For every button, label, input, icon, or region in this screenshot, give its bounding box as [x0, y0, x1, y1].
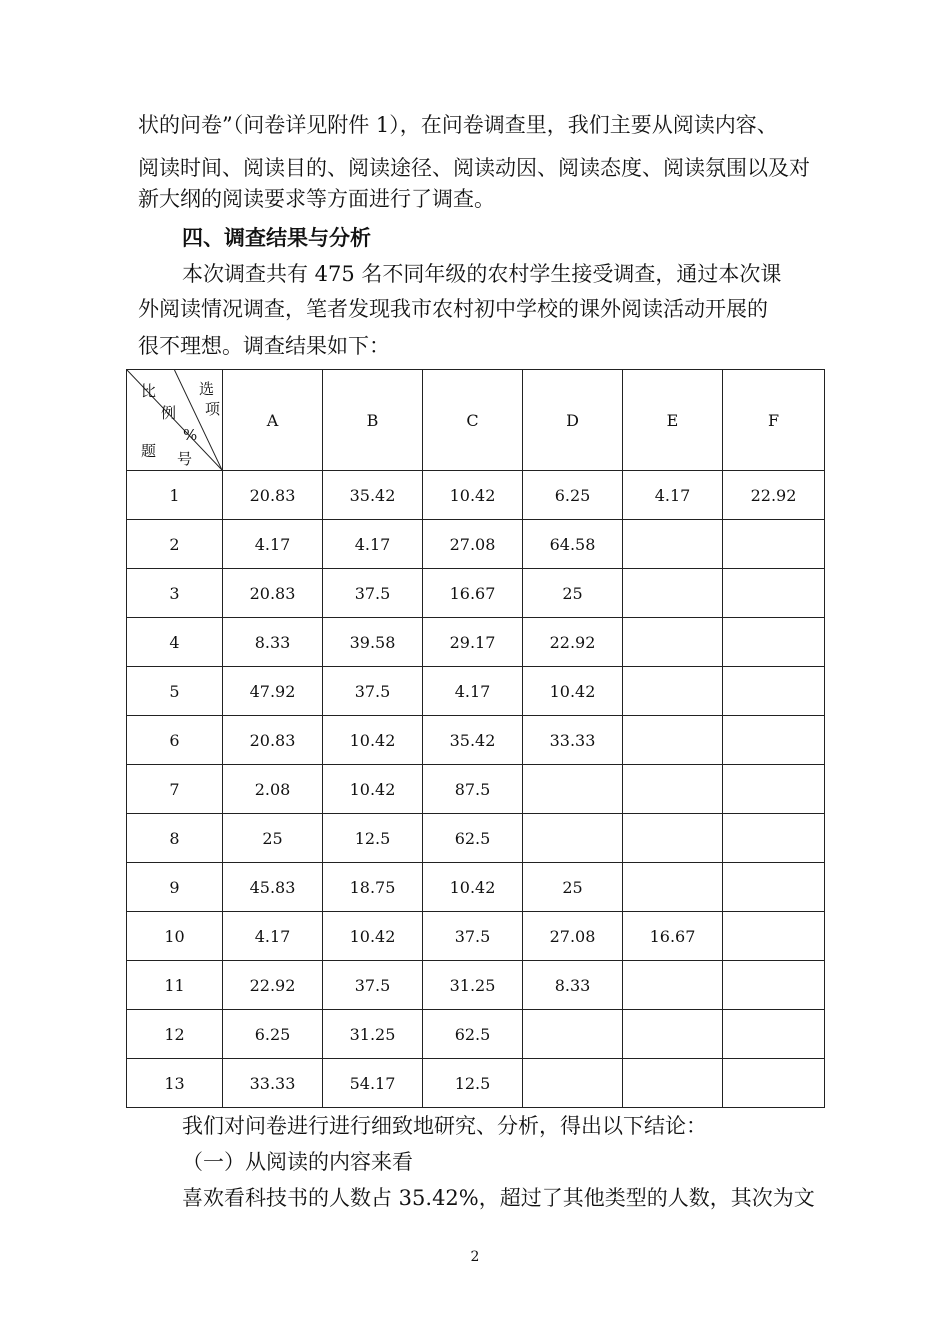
value-cell: 8.33 [523, 961, 623, 1010]
value-cell: 35.42 [423, 716, 523, 765]
column-header-e: E [623, 370, 723, 471]
value-cell: 45.83 [223, 863, 323, 912]
table-row [127, 716, 825, 765]
corner-label-bi: 比 [141, 382, 157, 400]
question-number-cell: 12 [127, 1010, 223, 1059]
table-row [127, 520, 825, 569]
table-row [127, 667, 825, 716]
question-number-cell: 10 [127, 912, 223, 961]
value-cell: 37.5 [323, 569, 423, 618]
page-number: 2 [470, 1249, 480, 1265]
question-number-cell: 11 [127, 961, 223, 1010]
paragraph-line: （一）从阅读的内容来看 [182, 1150, 413, 1174]
value-cell: 87.5 [423, 765, 523, 814]
value-cell [623, 1059, 723, 1108]
value-cell [723, 569, 825, 618]
value-cell: 12.5 [423, 1059, 523, 1108]
table-row [127, 618, 825, 667]
value-cell: 16.67 [423, 569, 523, 618]
value-cell [723, 1010, 825, 1059]
question-number-cell: 2 [127, 520, 223, 569]
table-row [127, 863, 825, 912]
value-cell: 29.17 [423, 618, 523, 667]
value-cell: 10.42 [323, 716, 423, 765]
value-cell [523, 814, 623, 863]
column-header-d: D [523, 370, 623, 471]
question-number-cell: 5 [127, 667, 223, 716]
value-cell: 22.92 [523, 618, 623, 667]
value-cell [723, 520, 825, 569]
value-cell: 37.5 [323, 961, 423, 1010]
section-heading: 四、调查结果与分析 [182, 226, 371, 250]
value-cell: 8.33 [223, 618, 323, 667]
value-cell: 18.75 [323, 863, 423, 912]
value-cell: 12.5 [323, 814, 423, 863]
question-number-cell: 9 [127, 863, 223, 912]
paragraph-line: 外阅读情况调查，笔者发现我市农村初中学校的课外阅读活动开展的 [138, 297, 768, 321]
question-number-cell: 4 [127, 618, 223, 667]
value-cell: 62.5 [423, 814, 523, 863]
value-cell: 47.92 [223, 667, 323, 716]
value-cell [623, 961, 723, 1010]
corner-label-li: 例 [161, 404, 177, 422]
value-cell: 25 [523, 863, 623, 912]
value-cell: 27.08 [523, 912, 623, 961]
value-cell: 37.5 [323, 667, 423, 716]
value-cell: 22.92 [723, 471, 825, 520]
value-cell [623, 618, 723, 667]
value-cell: 22.92 [223, 961, 323, 1010]
corner-label-percent: % [183, 426, 198, 444]
value-cell [723, 961, 825, 1010]
value-cell: 31.25 [423, 961, 523, 1010]
paragraph-line: 很不理想。调查结果如下： [138, 334, 390, 358]
table-row [127, 814, 825, 863]
value-cell: 62.5 [423, 1010, 523, 1059]
value-cell: 33.33 [223, 1059, 323, 1108]
survey-results-table [126, 369, 825, 1108]
column-header-b: B [323, 370, 423, 471]
value-cell: 10.42 [323, 912, 423, 961]
value-cell: 10.42 [523, 667, 623, 716]
value-cell: 27.08 [423, 520, 523, 569]
value-cell: 10.42 [423, 863, 523, 912]
value-cell: 4.17 [623, 471, 723, 520]
value-cell: 16.67 [623, 912, 723, 961]
question-number-cell: 6 [127, 716, 223, 765]
value-cell: 4.17 [323, 520, 423, 569]
value-cell [623, 765, 723, 814]
value-cell: 2.08 [223, 765, 323, 814]
corner-header-cell [127, 370, 223, 471]
value-cell [623, 1010, 723, 1059]
value-cell [723, 716, 825, 765]
question-number-cell: 1 [127, 471, 223, 520]
value-cell [523, 765, 623, 814]
column-header-f: F [723, 370, 825, 471]
value-cell [623, 667, 723, 716]
corner-label-hao: 号 [177, 450, 193, 468]
value-cell: 4.17 [223, 520, 323, 569]
value-cell [723, 667, 825, 716]
column-header-a: A [223, 370, 323, 471]
value-cell: 39.58 [323, 618, 423, 667]
value-cell: 10.42 [423, 471, 523, 520]
value-cell [523, 1059, 623, 1108]
value-cell: 10.42 [323, 765, 423, 814]
value-cell [623, 569, 723, 618]
value-cell: 6.25 [223, 1010, 323, 1059]
table-row [127, 912, 825, 961]
value-cell: 35.42 [323, 471, 423, 520]
table-header-row [127, 370, 825, 471]
table-row [127, 1010, 825, 1059]
corner-label-xuan: 选 [199, 380, 215, 398]
value-cell: 6.25 [523, 471, 623, 520]
value-cell: 31.25 [323, 1010, 423, 1059]
table-row [127, 961, 825, 1010]
value-cell: 25 [223, 814, 323, 863]
paragraph-line: 阅读时间、阅读目的、阅读途径、阅读动因、阅读态度、阅读氛围以及对 [138, 156, 810, 180]
value-cell [623, 520, 723, 569]
column-header-c: C [423, 370, 523, 471]
paragraph-line: 新大纲的阅读要求等方面进行了调查。 [138, 187, 495, 211]
value-cell [723, 912, 825, 961]
value-cell [723, 814, 825, 863]
value-cell [723, 765, 825, 814]
value-cell [723, 863, 825, 912]
value-cell [723, 618, 825, 667]
table-row [127, 1059, 825, 1108]
value-cell: 20.83 [223, 471, 323, 520]
question-number-cell: 13 [127, 1059, 223, 1108]
value-cell: 54.17 [323, 1059, 423, 1108]
value-cell [623, 716, 723, 765]
question-number-cell: 7 [127, 765, 223, 814]
paragraph-line: 喜欢看科技书的人数占 35.42%，超过了其他类型的人数，其次为文 [182, 1186, 815, 1210]
value-cell: 20.83 [223, 569, 323, 618]
value-cell: 4.17 [223, 912, 323, 961]
value-cell: 20.83 [223, 716, 323, 765]
table-row [127, 569, 825, 618]
value-cell [723, 1059, 825, 1108]
corner-label-ti: 题 [141, 442, 157, 460]
paragraph-line: 我们对问卷进行进行细致地研究、分析，得出以下结论： [182, 1114, 707, 1138]
value-cell [623, 814, 723, 863]
question-number-cell: 3 [127, 569, 223, 618]
value-cell: 64.58 [523, 520, 623, 569]
value-cell [623, 863, 723, 912]
paragraph-line: 本次调查共有 475 名不同年级的农村学生接受调查，通过本次课 [182, 262, 782, 286]
table-row [127, 765, 825, 814]
corner-label-xiang: 项 [205, 400, 221, 418]
value-cell [523, 1010, 623, 1059]
table-row [127, 471, 825, 520]
value-cell: 4.17 [423, 667, 523, 716]
value-cell: 33.33 [523, 716, 623, 765]
question-number-cell: 8 [127, 814, 223, 863]
value-cell: 25 [523, 569, 623, 618]
value-cell: 37.5 [423, 912, 523, 961]
paragraph-line: 状的问卷”（问卷详见附件 1），在问卷调查里，我们主要从阅读内容、 [138, 113, 778, 137]
